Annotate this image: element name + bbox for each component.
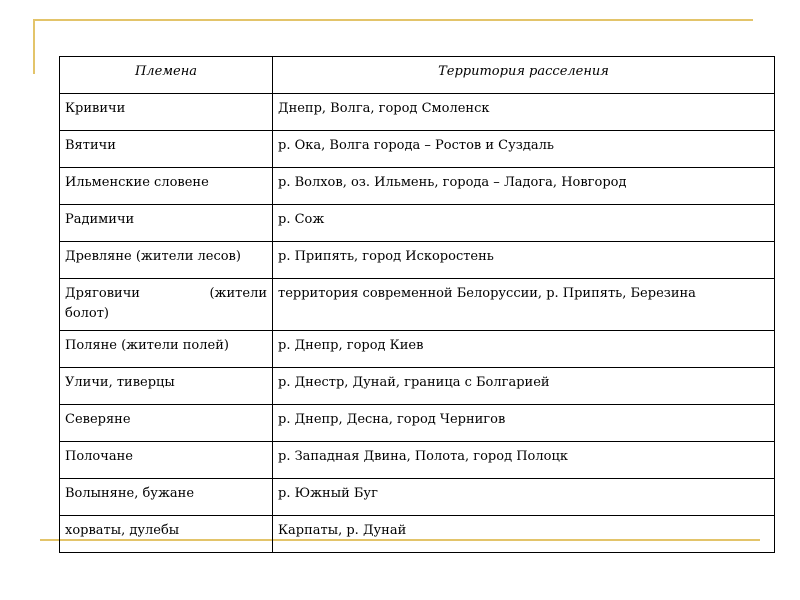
table-row xyxy=(60,479,775,516)
tribe-word: Дряговичи xyxy=(65,286,140,301)
table-row xyxy=(60,368,775,405)
tribes-table-container xyxy=(59,56,774,553)
territory-cell: р. Днестр, Дунай, граница с Болгарией xyxy=(273,368,775,405)
territory-cell: Карпаты, р. Дунай xyxy=(273,516,775,553)
decor-line-top xyxy=(33,19,753,21)
tribe-cell: Ильменские словене xyxy=(60,168,273,205)
table-row xyxy=(60,168,775,205)
decor-line-left xyxy=(33,19,35,74)
tribe-cell: Древляне (жители лесов) xyxy=(60,242,273,279)
tribe-cell: Кривичи xyxy=(60,94,273,131)
territory-cell: р. Днепр, Десна, город Чернигов xyxy=(273,405,775,442)
tribe-word: (жители xyxy=(209,286,267,301)
territory-cell: р. Южный Буг xyxy=(273,479,775,516)
table-row xyxy=(60,516,775,553)
tribe-cell: хорваты, дулебы xyxy=(60,516,273,553)
table-row xyxy=(60,331,775,368)
territory-cell: р. Сож xyxy=(273,205,775,242)
territory-cell: р. Ока, Волга города – Ростов и Суздаль xyxy=(273,131,775,168)
header-tribes: Племена xyxy=(60,57,273,94)
table-header-row xyxy=(60,57,775,94)
table-row xyxy=(60,442,775,479)
territory-cell: р. Днепр, город Киев xyxy=(273,331,775,368)
territory-cell: р. Западная Двина, Полота, город Полоцк xyxy=(273,442,775,479)
territory-cell: Днепр, Волга, город Смоленск xyxy=(273,94,775,131)
tribe-cell: Поляне (жители полей) xyxy=(60,331,273,368)
tribe-cell xyxy=(60,279,273,331)
territory-cell: р. Волхов, оз. Ильмень, города – Ладога, Новгород xyxy=(273,168,775,205)
table-row xyxy=(60,131,775,168)
territory-cell: р. Припять, город Искоростень xyxy=(273,242,775,279)
tribe-cell: Полочане xyxy=(60,442,273,479)
table-row xyxy=(60,405,775,442)
table-row xyxy=(60,94,775,131)
tribe-cell: Радимичи xyxy=(60,205,273,242)
tribes-table xyxy=(59,56,775,553)
tribe-cell-line: болот) xyxy=(65,306,110,321)
tribe-cell: Волыняне, бужане xyxy=(60,479,273,516)
tribe-cell: Уличи, тиверцы xyxy=(60,368,273,405)
tribe-cell-line xyxy=(65,284,267,304)
header-territory: Территория расселения xyxy=(273,57,775,94)
tribe-cell: Северяне xyxy=(60,405,273,442)
table-row xyxy=(60,242,775,279)
table-row xyxy=(60,279,775,331)
tribe-cell: Вятичи xyxy=(60,131,273,168)
territory-cell: территория современной Белоруссии, р. Припять, Березина xyxy=(273,279,775,331)
table-row xyxy=(60,205,775,242)
